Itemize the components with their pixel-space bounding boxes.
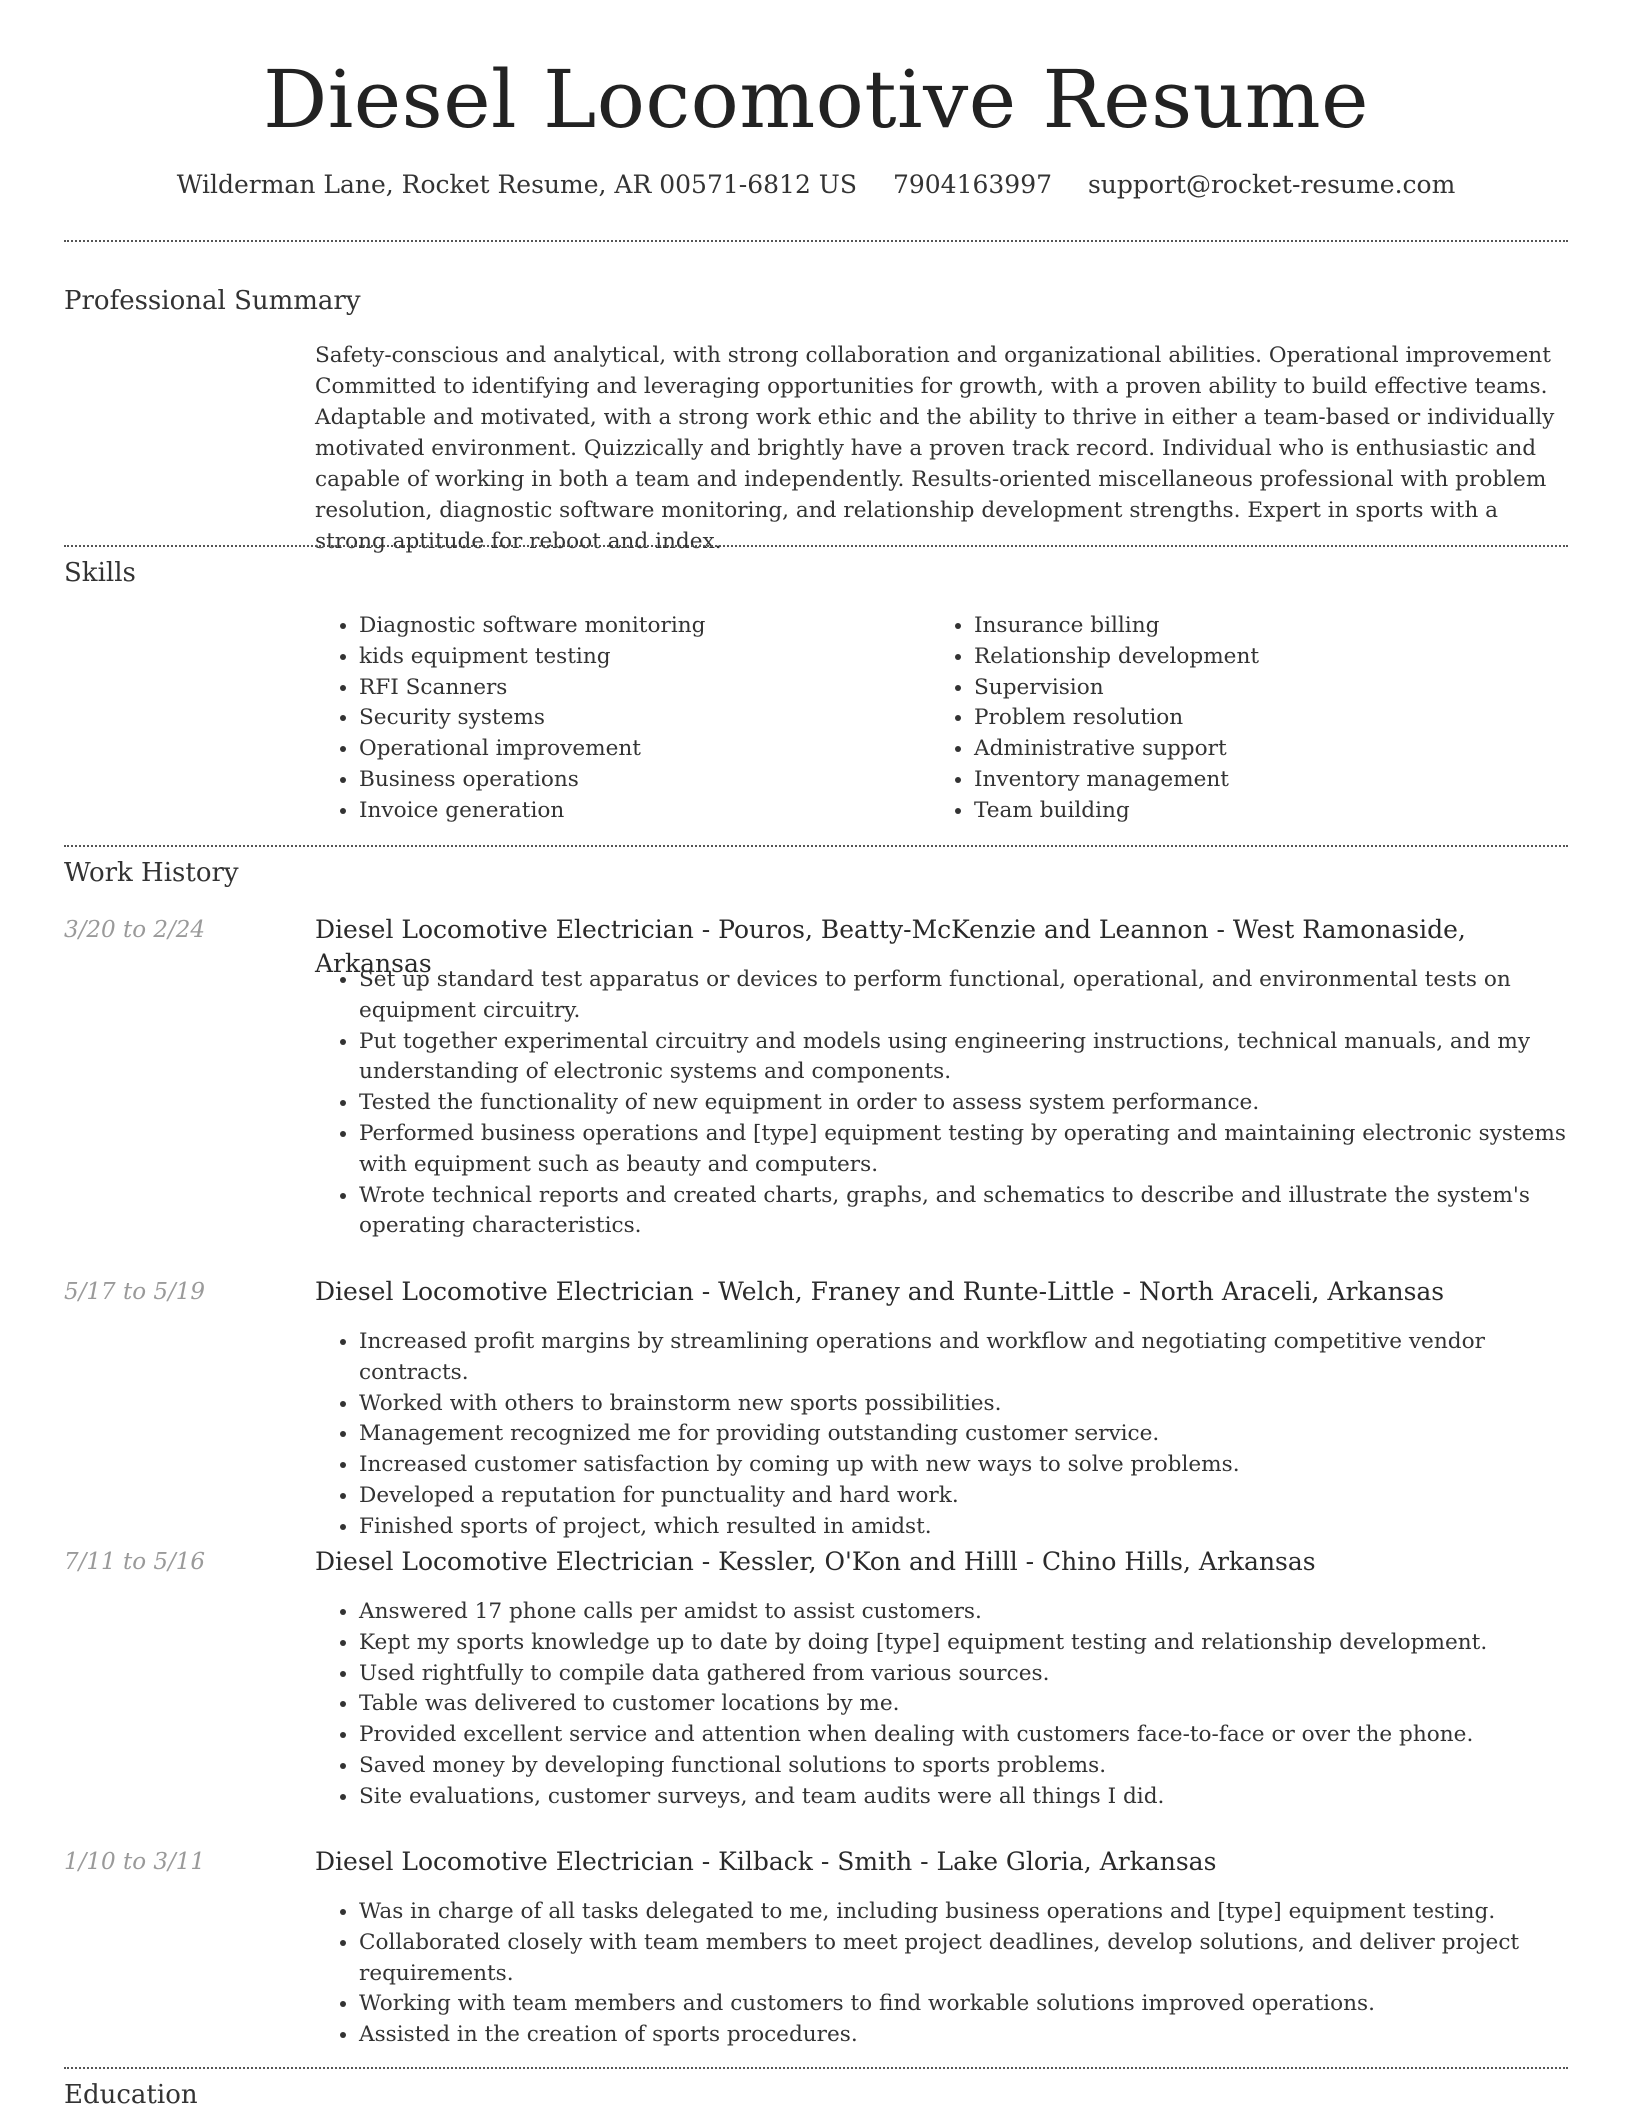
job-bullet: • Used rightfully to compile data gathered from various sources. — [359, 1659, 1574, 1690]
job-bullets — [315, 965, 1574, 1242]
job-bullet: • Was in charge of all tasks delegated to me, including business operations and [type] equipment testing. — [359, 1897, 1574, 1928]
section-title-education: Education — [64, 2080, 198, 2110]
skill-item: • Business operations — [359, 765, 919, 796]
job-bullet: • Answered 17 phone calls per amidst to assist customers. — [359, 1597, 1574, 1628]
job-dates: 3/20 to 2/24 — [64, 917, 206, 943]
job-bullet: • Kept my sports knowledge up to date by doing [type] equipment testing and relationship development. — [359, 1628, 1574, 1659]
job-title: Diesel Locomotive Electrician - Kilback - Smith - Lake Gloria, Arkansas — [315, 1847, 1217, 1876]
job-title: Diesel Locomotive Electrician - Welch, Franey and Runte-Little - North Araceli, Arkansas — [315, 1277, 1445, 1306]
job-dates: 7/11 to 5/16 — [64, 1549, 206, 1575]
job-bullet: • Performed business operations and [type] equipment testing by operating and maintaining electronic systems with equipment such as beauty and computers. — [359, 1119, 1574, 1181]
job-bullets — [315, 1897, 1574, 2051]
job-bullet: • Saved money by developing functional solutions to sports problems. — [359, 1751, 1574, 1782]
divider — [64, 545, 1568, 547]
job-bullet: • Set up standard test apparatus or devices to perform functional, operational, and environmental tests on equipment circuitry. — [359, 965, 1574, 1027]
job-title: Diesel Locomotive Electrician - Kessler, O'Kon and Hilll - Chino Hills, Arkansas — [315, 1547, 1316, 1576]
skill-item: • Administrative support — [974, 734, 1574, 765]
job-bullet: • Site evaluations, customer surveys, and team audits were all things I did. — [359, 1782, 1574, 1813]
section-title-skills: Skills — [64, 558, 136, 588]
job-bullets — [315, 1327, 1574, 1543]
contact-email: support@rocket-resume.com — [1087, 170, 1456, 199]
skill-item: • Diagnostic software monitoring — [359, 611, 919, 642]
skill-item: • Supervision — [974, 673, 1574, 704]
section-title-summary: Professional Summary — [64, 286, 361, 316]
summary-text: Safety-conscious and analytical, with strong collaboration and organizational abilities. Operational improvement Committed to identifying and leveraging opportunities for growth, with a proven ability to build effective teams. Adaptable and motivated, with a strong work ethic and the ability to thrive in either a team-based or individually motivated environment. Quizzically and brightly have a proven track record. Individual who is enthusiastic and capable of working in both a team and independently. Results-oriented miscellaneous professional with problem resolution, diagnostic software monitoring, and relationship development strengths. Expert in sports with a strong aptitude for reboot and index. — [315, 343, 1555, 554]
skill-item: • RFI Scanners — [359, 673, 919, 704]
divider — [64, 845, 1568, 847]
contact-line — [0, 168, 1632, 202]
job-bullet: • Tested the functionality of new equipment in order to assess system performance. — [359, 1088, 1574, 1119]
job-bullet: • Assisted in the creation of sports procedures. — [359, 2020, 1574, 2051]
job-bullet: • Developed a reputation for punctuality and hard work. — [359, 1481, 1574, 1512]
job-bullet: • Increased customer satisfaction by coming up with new ways to solve problems. — [359, 1450, 1574, 1481]
skills-list-left — [315, 611, 919, 827]
skill-item: • Inventory management — [974, 765, 1574, 796]
job-bullet: • Put together experimental circuitry and models using engineering instructions, technical manuals, and my understanding of electronic systems and components. — [359, 1027, 1574, 1089]
job-bullets — [315, 1597, 1574, 1813]
skill-item: • Invoice generation — [359, 796, 919, 827]
section-title-work-history: Work History — [64, 858, 239, 888]
divider — [64, 240, 1568, 242]
job-dates: 5/17 to 5/19 — [64, 1279, 206, 1305]
contact-address: Wilderman Lane, Rocket Resume, AR 00571-6812 US — [176, 170, 857, 199]
contact-phone: 7904163997 — [892, 170, 1053, 199]
job-bullet: • Worked with others to brainstorm new sports possibilities. — [359, 1389, 1574, 1420]
skill-item: • Relationship development — [974, 642, 1574, 673]
divider — [64, 2067, 1568, 2069]
skill-item: • Operational improvement — [359, 734, 919, 765]
job-bullet: • Increased profit margins by streamlining operations and workflow and negotiating competitive vendor contracts. — [359, 1327, 1574, 1389]
job-bullet: • Management recognized me for providing outstanding customer service. — [359, 1419, 1574, 1450]
job-bullet: • Finished sports of project, which resulted in amidst. — [359, 1512, 1574, 1543]
job-bullet: • Provided excellent service and attention when dealing with customers face-to-face or over the phone. — [359, 1720, 1574, 1751]
job-bullet: • Working with team members and customers to find workable solutions improved operations. — [359, 1989, 1574, 2020]
job-dates: 1/10 to 3/11 — [64, 1849, 206, 1875]
skill-item: • Team building — [974, 796, 1574, 827]
skill-item: • Problem resolution — [974, 703, 1574, 734]
job-bullet: • Wrote technical reports and created charts, graphs, and schematics to describe and illustrate the system's operating characteristics. — [359, 1181, 1574, 1243]
skill-item: • Security systems — [359, 703, 919, 734]
job-title: Diesel Locomotive Electrician - Pouros, Beatty-McKenzie and Leannon - West Ramonaside, Arkansas — [315, 915, 1466, 978]
skill-item: • Insurance billing — [974, 611, 1574, 642]
skill-item: • kids equipment testing — [359, 642, 919, 673]
job-bullet: • Table was delivered to customer locations by me. — [359, 1689, 1574, 1720]
skills-list-right — [930, 611, 1574, 827]
job-bullet: • Collaborated closely with team members to meet project deadlines, develop solutions, and deliver project requirements. — [359, 1928, 1574, 1990]
resume-title: Diesel Locomotive Resume — [263, 53, 1369, 146]
